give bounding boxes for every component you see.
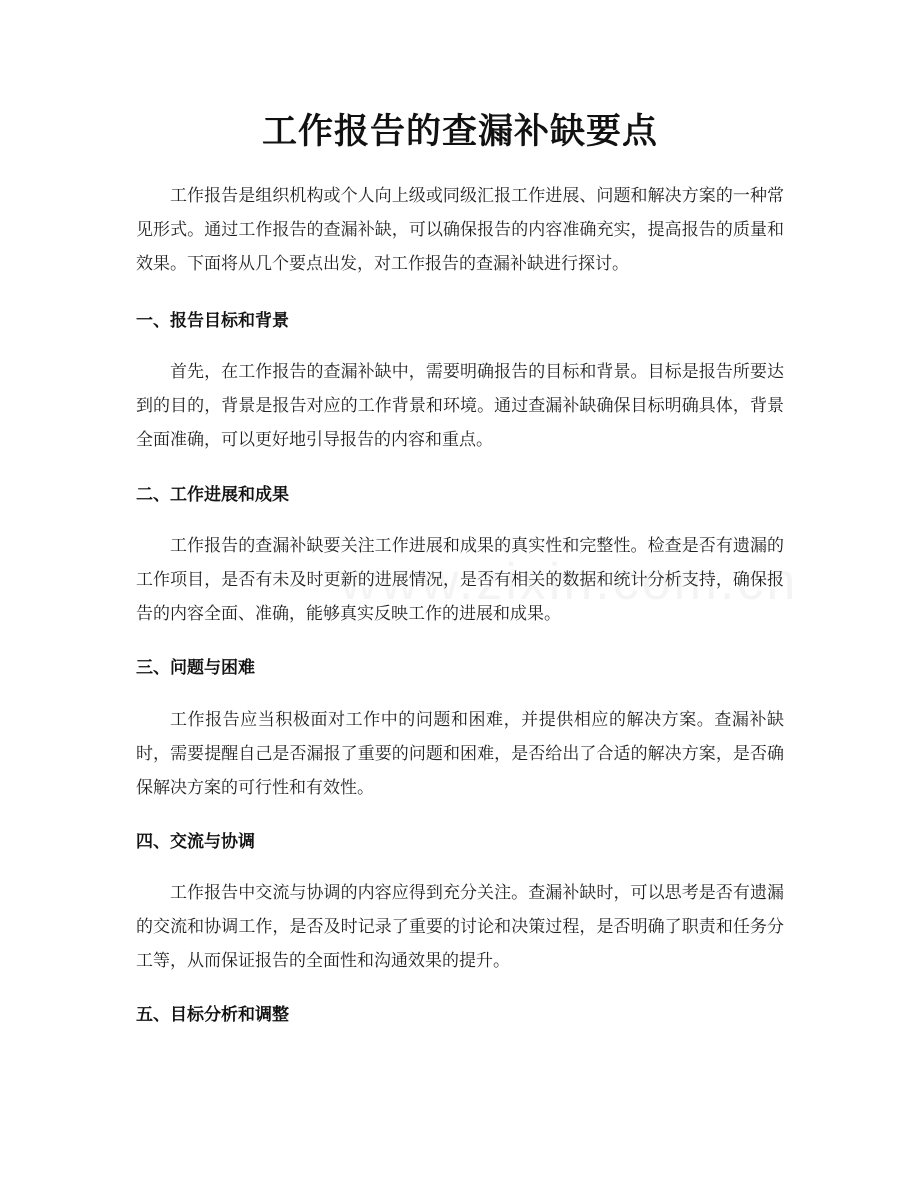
section-heading-1: 一、报告目标和背景 (136, 311, 289, 331)
intro-paragraph: 工作报告是组织机构或个人向上级或同级汇报工作进展、问题和解决方案的一种常见形式。通过工作报告的查漏补缺，可以确保报告的内容准确充实，提高报告的质量和效果。下面将从几个要点出发，对工作报告的查漏补缺进行探讨。 (136, 186, 784, 274)
section-body-1: 首先，在工作报告的查漏补缺中，需要明确报告的目标和背景。目标是报告所要达到的目的，背景是报告对应的工作背景和环境。通过查漏补缺确保目标明确具体，背景全面准确，可以更好地引导报告的内容和重点。 (136, 362, 784, 450)
section-body-2: 工作报告的查漏补缺要关注工作进展和成果的真实性和完整性。检查是否有遗漏的工作项目，是否有未及时更新的进展情况，是否有相关的数据和统计分析支持，确保报告的内容全面、准确，能够真实反映工作的进展和成果。 (136, 536, 784, 624)
section-heading-2: 二、工作进展和成果 (136, 485, 289, 505)
section-heading-3: 三、问题与困难 (136, 658, 255, 678)
section-body-3: 工作报告应当积极面对工作中的问题和困难，并提供相应的解决方案。查漏补缺时，需要提醒自己是否漏报了重要的问题和困难，是否给出了合适的解决方案，是否确保解决方案的可行性和有效性。 (136, 710, 784, 798)
section-heading-5: 五、目标分析和调整 (136, 1005, 289, 1025)
section-body-4: 工作报告中交流与协调的内容应得到充分关注。查漏补缺时，可以思考是否有遗漏的交流和协调工作，是否及时记录了重要的讨论和决策过程，是否明确了职责和任务分工等，从而保证报告的全面性和沟通效果的提升。 (136, 883, 784, 971)
section-heading-4: 四、交流与协调 (136, 832, 255, 852)
page-title: 工作报告的查漏补缺要点 (261, 112, 658, 152)
